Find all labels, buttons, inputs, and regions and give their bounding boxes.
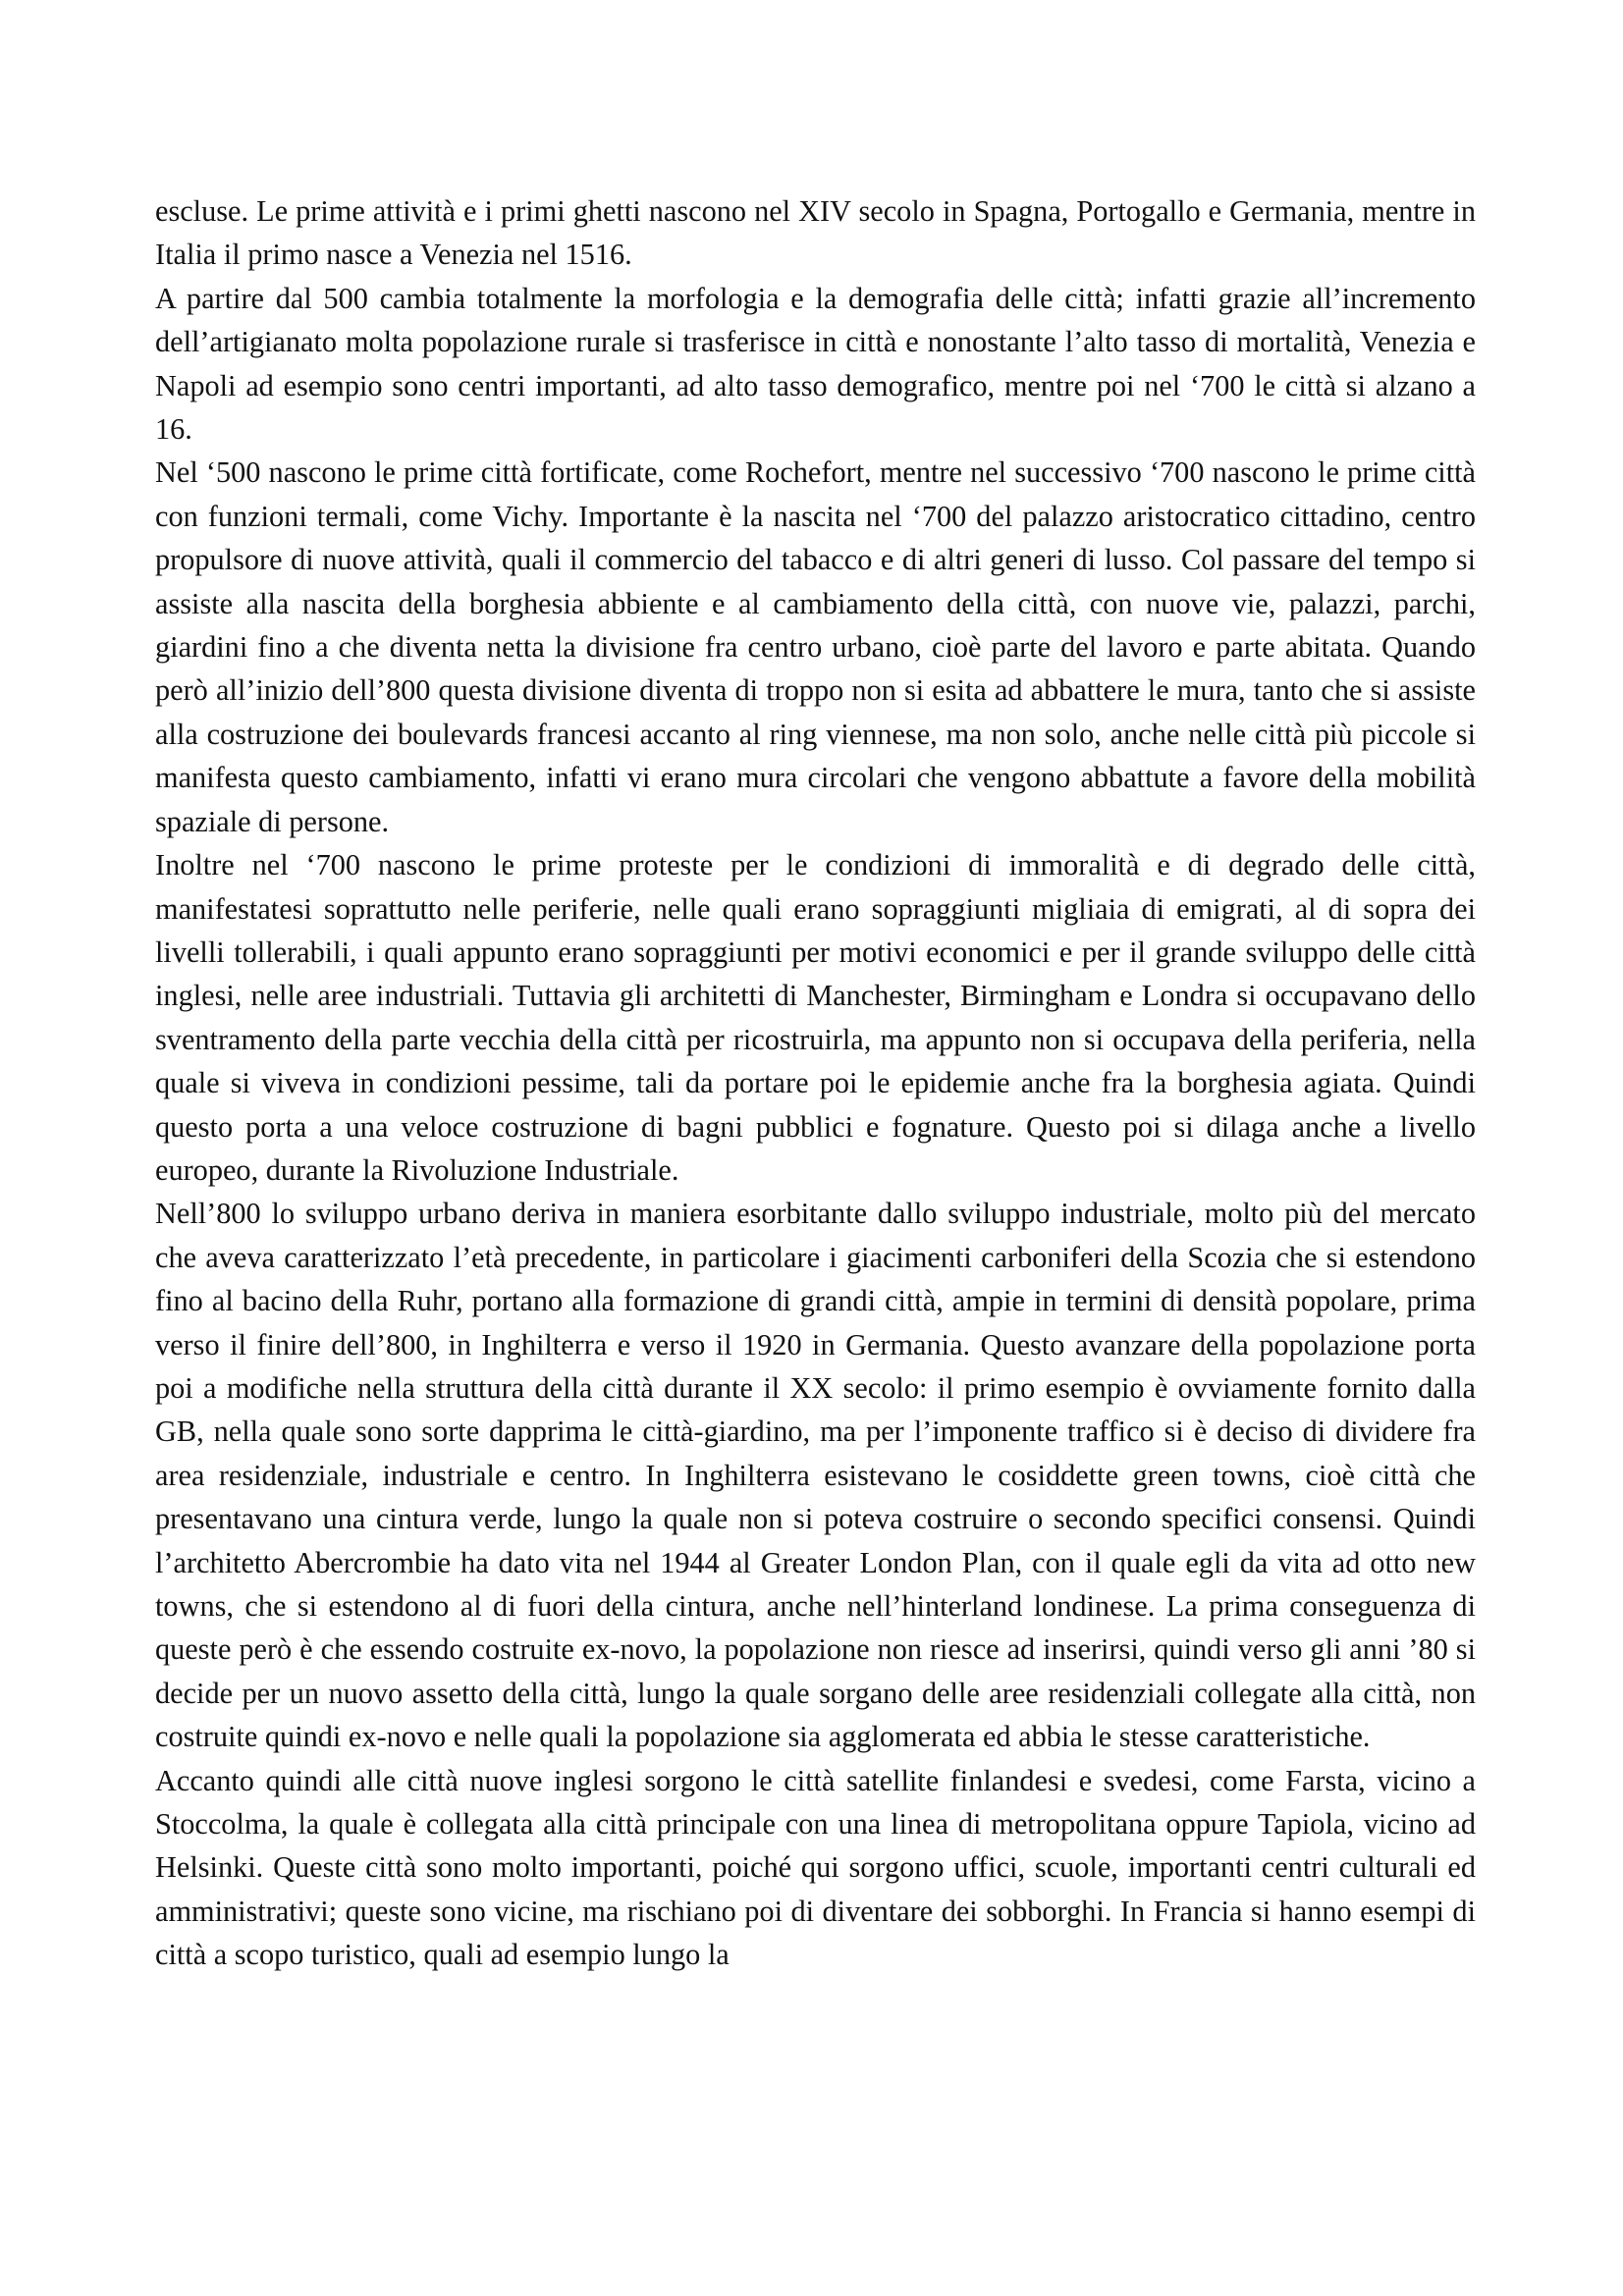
paragraph-5: Nell’800 lo sviluppo urbano deriva in maniera esorbitante dallo sviluppo industriale, molto più del mercato che aveva caratterizzato l’età precedente, in particolare i giacimenti carboniferi della Scozia che si estendono fino al bacino della Ruhr, portano alla formazione di grandi città, ampie in termini di densità popolare, prima verso il finire dell’800, in Inghilterra e verso il 1920 in Germania. Questo avanzare della popolazione porta poi a modifiche nella struttura della città durante il XX secolo: il primo esempio è ovviamente fornito dalla GB, nella quale sono sorte dapprima le città-giardino, ma per l’imponente traffico si è deciso di dividere fra area residenziale, industriale e centro. In Inghilterra esistevano le cosiddette green towns, cioè città che presentavano una cintura verde, lungo la quale non si poteva costruire o secondo specifici consensi. Quindi l’architetto Abercrombie ha dato vita nel 1944 al Greater London Plan, con il quale egli da vita ad otto new towns, che si estendono al di fuori della cintura, anche nell’hinterland londinese. La prima conseguenza di queste però è che essendo costruite ex-novo, la popolazione non riesce ad inserirsi, quindi verso gli anni ’80 si decide per un nuovo assetto della città, lungo la quale sorgano delle aree residenziali collegate alla città, non costruite quindi ex-novo e nelle quali la popolazione sia agglomerata ed abbia le stesse caratteristiche. xyxy=(155,1197,1476,1754)
paragraph-2: A partire dal 500 cambia totalmente la morfologia e la demografia delle città; infatti grazie all’incremento dell’artigianato molta popolazione rurale si trasferisce in città e nonostante l’alto tasso di mortalità, Venezia e Napoli ad esempio sono centri importanti, ad alto tasso demografico, mentre poi nel ‘700 le città si alzano a 16. xyxy=(155,281,1476,447)
paragraph-6: Accanto quindi alle città nuove inglesi sorgono le città satellite finlandesi e svedesi, come Farsta, vicino a Stoccolma, la quale è collegata alla città principale con una linea di metropolitana oppure Tapiola, vicino ad Helsinki. Queste città sono molto importanti, poiché qui sorgono uffici, scuole, importanti centri culturali ed amministrativi; queste sono vicine, ma rischiano poi di diventare dei sobborghi. In Francia si hanno esempi di città a scopo turistico, quali ad esempio lungo la xyxy=(155,1763,1476,1972)
document-page xyxy=(155,189,1476,1977)
paragraph-4: Inoltre nel ‘700 nascono le prime proteste per le condizioni di immoralità e di degrado delle città, manifestatesi soprattutto nelle periferie, nelle quali erano sopraggiunti migliaia di emigrati, al di sopra dei livelli tollerabili, i quali appunto erano sopraggiunti per motivi economici e per il grande sviluppo delle città inglesi, nelle aree industriali. Tuttavia gli architetti di Manchester, Birmingham e Londra si occupavano dello sventramento della parte vecchia della città per ricostruirla, ma appunto non si occupava della periferia, nella quale si viveva in condizioni pessime, tali da portare poi le epidemie anche fra la borghesia agiata. Quindi questo porta a una veloce costruzione di bagni pubblici e fognature. Questo poi si dilaga anche a livello europeo, durante la Rivoluzione Industriale. xyxy=(155,848,1476,1187)
paragraph-3: Nel ‘500 nascono le prime città fortificate, come Rochefort, mentre nel successivo ‘700 nascono le prime città con funzioni termali, come Vichy. Importante è la nascita nel ‘700 del palazzo aristocratico cittadino, centro propulsore di nuove attività, quali il commercio del tabacco e di altri generi di lusso. Col passare del tempo si assiste alla nascita della borghesia abbiente e al cambiamento della città, con nuove vie, palazzi, parchi, giardini fino a che diventa netta la divisione fra centro urbano, cioè parte del lavoro e parte abitata. Quando però all’inizio dell’800 questa divisione diventa di troppo non si esita ad abbattere le mura, tanto che si assiste alla costruzione dei boulevards francesi accanto al ring viennese, ma non solo, anche nelle città più piccole si manifesta questo cambiamento, infatti vi erano mura circolari che vengono abbattute a favore della mobilità spaziale di persone. xyxy=(155,455,1476,838)
paragraph-1: escluse. Le prime attività e i primi ghetti nascono nel XIV secolo in Spagna, Portogallo e Germania, mentre in Italia il primo nasce a Venezia nel 1516. xyxy=(155,194,1476,272)
